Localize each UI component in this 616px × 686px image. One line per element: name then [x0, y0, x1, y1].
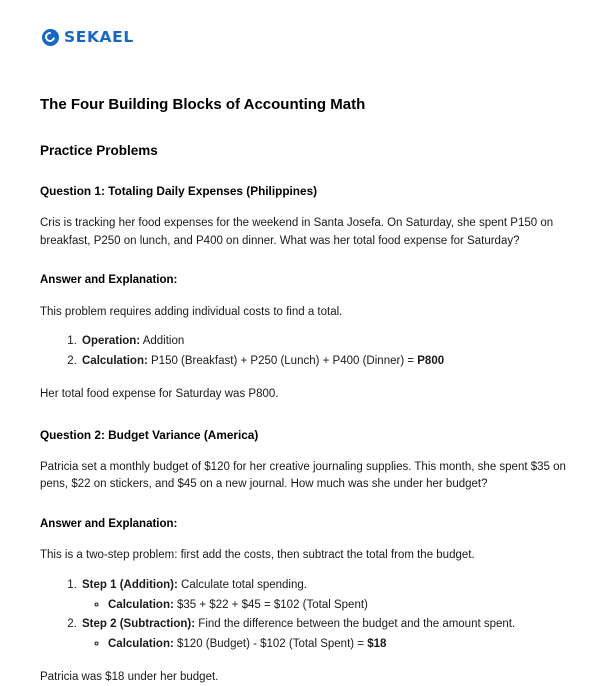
- list-item: [80, 616, 576, 654]
- question-1-conclusion: Her total food expense for Saturday was P800.: [40, 388, 279, 401]
- substep-text: $35 + $22 + $45 = $102 (Total Spent): [173, 598, 368, 611]
- question-1-prompt: Cris is tracking her food expenses for the weekend in Santa Josefa. On Saturday, she spent P150 on breakfast, P250 on lunch, and P400 on dinner. What was her total food expense for Saturday?: [40, 217, 554, 247]
- step-sublist: [82, 597, 576, 615]
- step-text: Addition: [140, 335, 185, 348]
- question-2-heading: Question 2: Budget Variance (America): [40, 427, 259, 442]
- list-item: [80, 353, 576, 371]
- substep-result: $18: [367, 638, 387, 651]
- page-title: The Four Building Blocks of Accounting Math: [40, 96, 366, 113]
- swirl-logo-icon: [42, 29, 59, 46]
- brand-name: SEKAEL: [64, 28, 134, 46]
- step-text: P150 (Breakfast) + P250 (Lunch) + P400 (Dinner) =: [147, 355, 418, 368]
- list-item: [80, 577, 576, 615]
- brand-logo[interactable]: [40, 0, 576, 50]
- step-text: Calculate total spending.: [177, 578, 307, 591]
- question-2-conclusion: Patricia was $18 under her budget.: [40, 671, 219, 683]
- list-item: [108, 636, 576, 654]
- step-label: Operation:: [82, 335, 141, 348]
- substep-text: $120 (Budget) - $102 (Total Spent) =: [173, 638, 368, 651]
- question-2-answer-intro: This is a two-step problem: first add the costs, then subtract the total from the budget.: [40, 549, 475, 562]
- step-label: Calculation:: [82, 355, 148, 368]
- step-label: Step 2 (Subtraction):: [82, 618, 196, 631]
- step-sublist: [82, 636, 576, 654]
- document-body: [40, 94, 576, 686]
- step-label: Step 1 (Addition):: [82, 578, 178, 591]
- question-2-steps: [40, 577, 576, 654]
- step-text: Find the difference between the budget and the amount spent.: [195, 618, 516, 631]
- question-1-answer-intro: This problem requires adding individual costs to find a total.: [40, 306, 343, 319]
- list-item: [108, 597, 576, 615]
- question-1-heading: Question 1: Totaling Daily Expenses (Philippines): [40, 184, 318, 199]
- question-2-answer-heading: Answer and Explanation:: [40, 517, 178, 530]
- step-result: P800: [417, 355, 445, 368]
- list-item: [80, 333, 576, 351]
- substep-label: Calculation:: [108, 638, 174, 651]
- question-2-prompt: Patricia set a monthly budget of $120 for her creative journaling supplies. This month, she spent $35 on pens, $22 on stickers, and $45 on a new journal. How much was she under her budget?: [40, 460, 566, 491]
- section-title: Practice Problems: [40, 142, 158, 158]
- question-1-answer-heading: Answer and Explanation:: [40, 274, 178, 287]
- question-1-steps: [40, 333, 576, 371]
- substep-label: Calculation:: [108, 598, 174, 611]
